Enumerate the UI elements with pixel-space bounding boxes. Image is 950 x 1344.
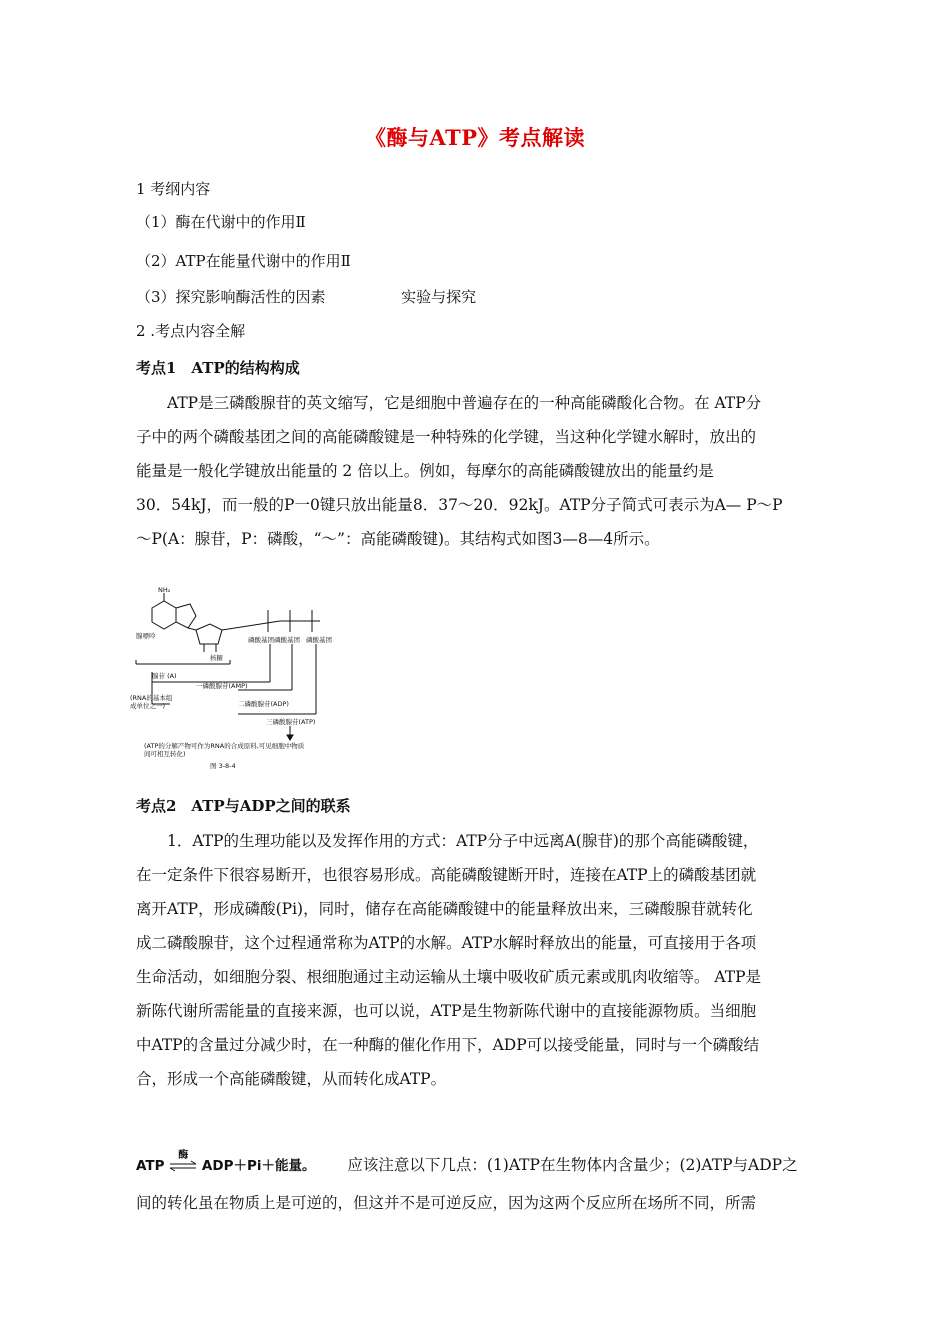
atp-label: 三磷酸腺苷(ATP) (266, 718, 316, 726)
paragraph-line: 合，形成一个高能磷酸键，从而转化成ATP。 (136, 1070, 447, 1088)
adenosine-label: 腺苷 (A) (152, 672, 177, 680)
adenine-five-ring (176, 604, 196, 628)
adenine-label: 腺嘌呤 (136, 632, 156, 640)
section-2-heading: 2 .考点内容全解 (136, 322, 246, 340)
syllabus-item-1: （1）酶在代谢中的作用Ⅱ (136, 213, 306, 231)
enzyme-label: 酶 (178, 1150, 189, 1161)
section-1-heading: 1 考纲内容 (136, 180, 211, 198)
equation-left: ATP (136, 1158, 165, 1174)
ribose-label: 核糖 (210, 654, 223, 662)
note-line-1: (ATP的分解产物可作为RNA的合成原料,可见细胞中物质 (144, 742, 305, 750)
point-2-heading: 考点2 ATP与ADP之间的联系 (136, 797, 351, 815)
paragraph-line: 能量是一般化学键放出能量的 2 倍以上。例如，每摩尔的高能磷酸键放出的能量约是 (136, 462, 714, 480)
adenine-six-ring (152, 601, 176, 629)
paragraph-line: 新陈代谢所需能量的直接来源，也可以说，ATP是生物新陈代谢中的直接能源物质。当细胞 (136, 1002, 757, 1020)
paragraph-line: ATP是三磷酸腺苷的英文缩写，它是细胞中普遍存在的一种高能磷酸化合物。在 ATP分 (167, 394, 762, 412)
ribose-ring (196, 624, 222, 644)
syllabus-item-3 (136, 286, 476, 307)
reversible-arrow (169, 1150, 197, 1173)
paragraph-line: 成二磷酸腺苷，这个过程通常称为ATP的水解。ATP水解时释放出的能量，可直接用于各项 (136, 934, 757, 952)
equation (136, 1150, 316, 1174)
point-2-paragraph (136, 824, 816, 1096)
paragraph-line: 生命活动，如细胞分裂、根细胞通过主动运输从土壤中吸收矿质元素或肌肉收缩等。 ATP是 (136, 968, 762, 986)
syllabus-item-3-text: （3）探究影响酶活性的因素 (136, 288, 326, 306)
paragraph-line: 在一定条件下很容易断开，也很容易形成。高能磷酸键断开时，连接在ATP上的磷酸基团就 (136, 866, 757, 884)
paragraph-line: ～P(A：腺苷，P：磷酸，“～”：高能磷酸键)。其结构式如图3—8—4所示。 (136, 530, 660, 548)
syllabus-item-2: （2）ATP在能量代谢中的作用Ⅱ (136, 252, 351, 270)
rna-note-line-1: (RNA的基本组 (130, 694, 173, 702)
note-line-2: 间可相互转化) (144, 750, 186, 758)
atp-structure-figure (130, 586, 350, 772)
paragraph-line: 30．54kJ，而一般的P一0键只放出能量8．37～20．92kJ。ATP分子简式可表示为A— P～P (136, 496, 783, 514)
equation-note: 应该注意以下几点：(1)ATP在生物体内含量少；(2)ATP与ADP之 (347, 1156, 798, 1174)
paragraph-line: 1．ATP的生理功能以及发挥作用的方式：ATP分子中远离A(腺苷)的那个高能磷酸键， (167, 832, 759, 850)
point-1-paragraph (136, 386, 816, 556)
paragraph-line: 离开ATP，形成磷酸(Pi)，同时，储存在高能磷酸键中的能量释放出来，三磷酸腺苷就转化 (136, 900, 753, 918)
rna-note-line-2: 成单位之一) (130, 702, 166, 710)
amp-label: 一磷酸腺苷(AMP) (196, 682, 248, 690)
last-line: 间的转化虽在物质上是可逆的，但这并不是可逆反应，因为这两个反应所在场所不同，所需 (136, 1194, 757, 1212)
point-1-heading: 考点1 ATP的结构构成 (136, 359, 300, 377)
phosphate-2-label: 磷酸基团 (274, 636, 300, 644)
phosphate-1-label: 磷酸基团 (248, 636, 274, 644)
paragraph-line: 子中的两个磷酸基团之间的高能磷酸键是一种特殊的化学键，当这种化学键水解时，放出的 (136, 428, 757, 446)
atp-structure-diagram (130, 586, 350, 772)
equation-right: ADP＋Pi＋能量。 (201, 1158, 316, 1174)
adp-label: 二磷酸腺苷(ADP) (238, 700, 289, 708)
atp-equation-line (136, 1150, 798, 1175)
page-title: 《酶与ATP》考点解读 (364, 125, 586, 150)
paragraph-line: 中ATP的含量过分减少时，在一种酶的催化作用下，ADP可以接受能量，同时与一个磷酸结 (136, 1036, 760, 1054)
phosphate-3-label: 磷酸基团 (306, 636, 332, 644)
nh2-label: NH₂ (158, 586, 171, 594)
figure-caption: 图 3-8-4 (210, 762, 236, 770)
reversible-arrow-icon (169, 1159, 197, 1173)
syllabus-item-3-suffix: 实验与探究 (401, 288, 477, 306)
